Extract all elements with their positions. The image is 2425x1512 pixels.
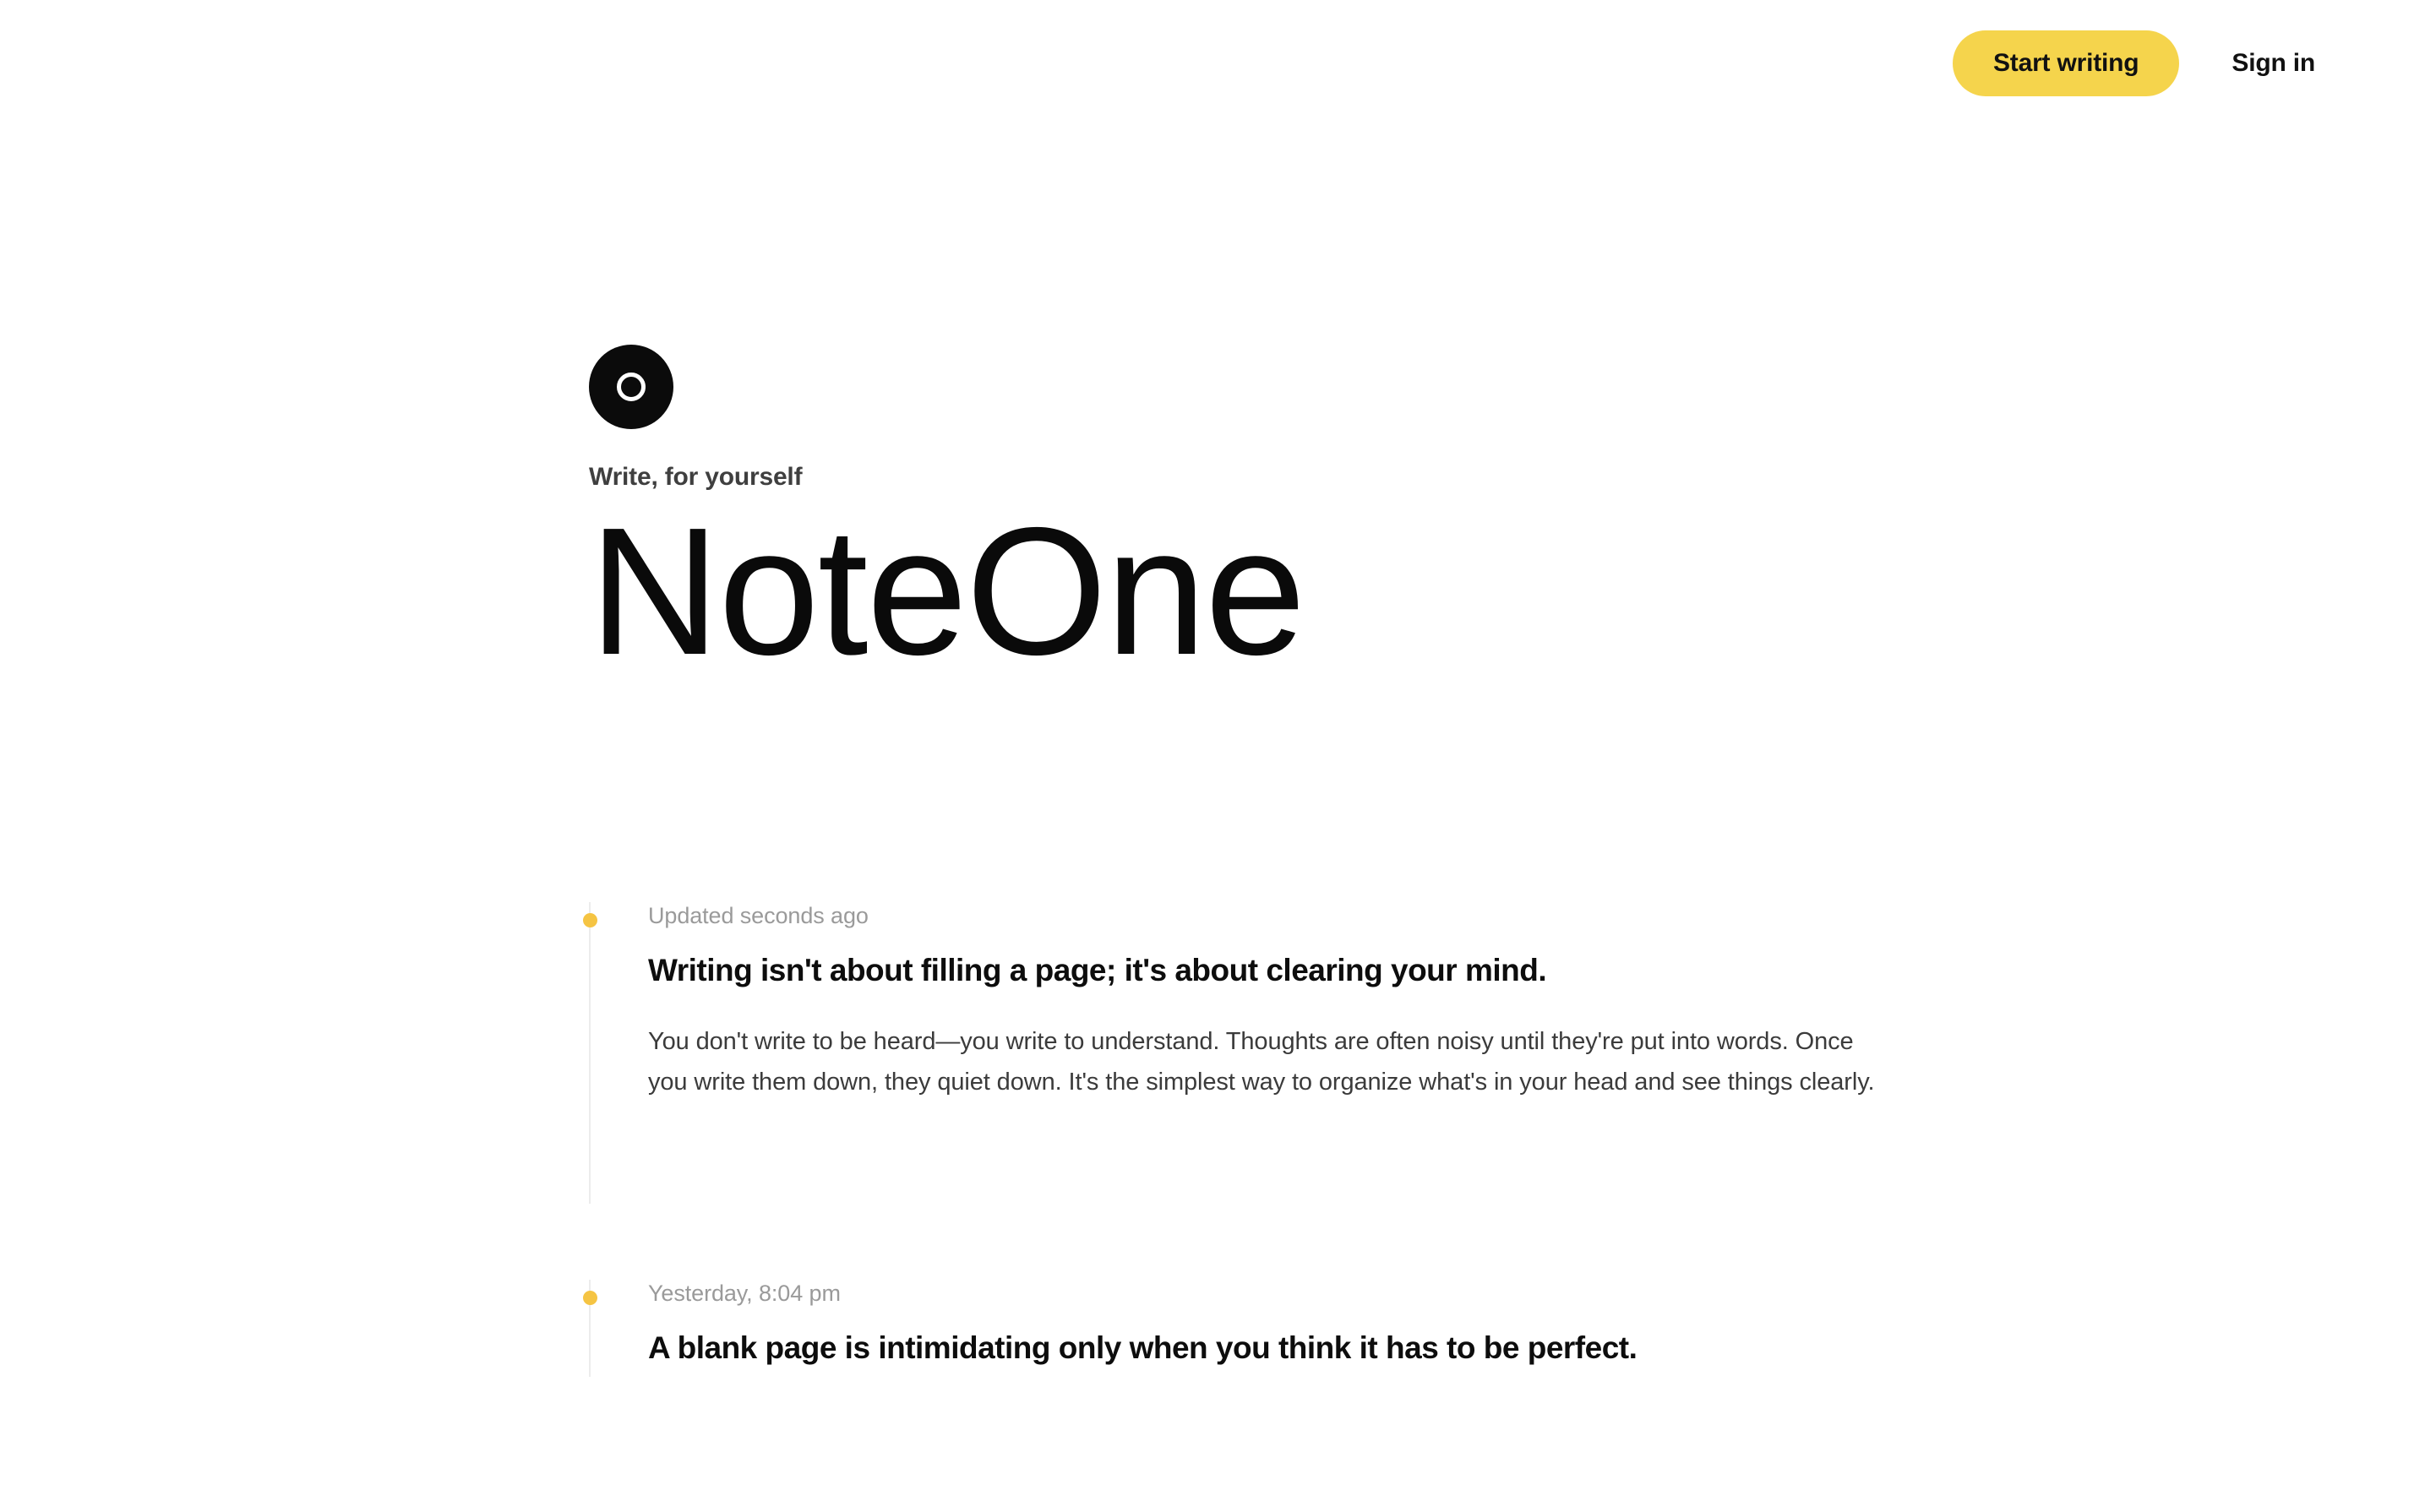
notes-timeline xyxy=(589,902,1907,1377)
note-body: You don't write to be heard—you write to understand. Thoughts are often noisy until they're put into words. Once you write them down, they quiet down. It's the simplest way to organize what's in your head and see things clearly. xyxy=(648,1027,1875,1096)
note-entry[interactable] xyxy=(589,1280,1907,1377)
note-title: Writing isn't about filling a page; it's about clearing your mind. xyxy=(648,953,1547,988)
top-navigation-bar xyxy=(0,0,2425,127)
note-title: A blank page is intimidating only when you think it has to be perfect. xyxy=(648,1330,1638,1366)
noteone-logo-icon xyxy=(589,345,673,429)
hero-tagline: Write, for yourself xyxy=(589,463,803,491)
hero-section xyxy=(589,345,2025,693)
timeline-dot-icon xyxy=(583,913,597,927)
logo-ring-shape xyxy=(617,373,646,401)
note-timestamp: Updated seconds ago xyxy=(648,903,869,928)
note-entry[interactable] xyxy=(589,902,1907,1204)
note-timestamp: Yesterday, 8:04 pm xyxy=(648,1280,841,1306)
timeline-dot-icon xyxy=(583,1291,597,1305)
sign-in-link[interactable]: Sign in xyxy=(2232,49,2315,77)
start-writing-button[interactable]: Start writing xyxy=(1953,30,2179,96)
page-title: NoteOne xyxy=(589,489,1305,693)
note-spacer xyxy=(648,1102,1907,1204)
